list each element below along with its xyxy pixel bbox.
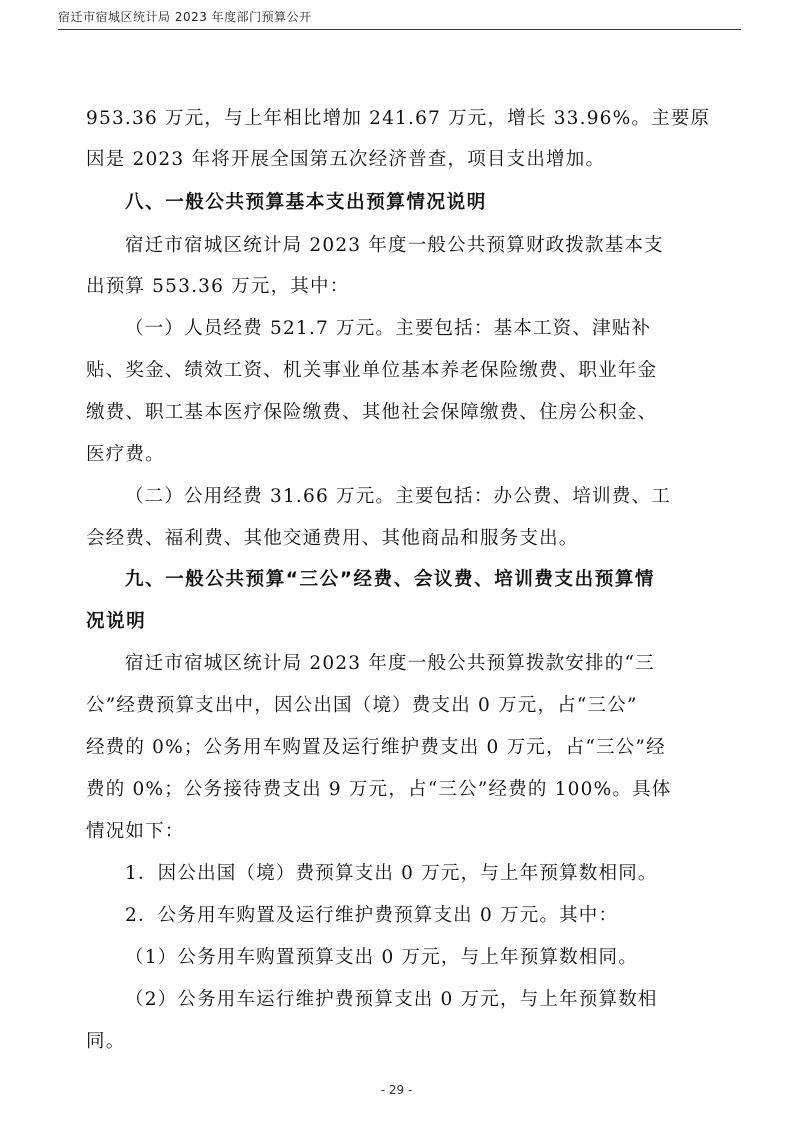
body-line: 2．公务用车购置及运行维护费预算支出 0 万元。其中： (125, 905, 619, 926)
body-line: 公”经费预算支出中，因公出国（境）费支出 0 万元，占“三公” (86, 695, 638, 716)
body-line: 医疗费。 (86, 444, 165, 465)
running-header: 宿迁市宿城区统计局 2023 年度部门预算公开 (58, 10, 312, 24)
body-line: 费的 0%；公务接待费支出 9 万元，占“三公”经费的 100%。具体 (86, 779, 672, 800)
body-line: 出预算 553.36 万元，其中： (86, 276, 350, 297)
body-line: 宿迁市宿城区统计局 2023 年度一般公共预算财政拨款基本支 (125, 235, 664, 256)
body-line: 同。 (86, 1031, 126, 1052)
section-heading-9-cont: 况说明 (86, 611, 147, 632)
section-heading-8: 八、一般公共预算基本支出预算情况说明 (125, 192, 487, 213)
body-line: 会经费、福利费、其他交通费用、其他商品和服务支出。 (86, 528, 579, 549)
body-line: （二）公用经费 31.66 万元。主要包括：办公费、培训费、工 (125, 486, 671, 507)
body-line: 缴费、职工基本医疗保险缴费、其他社会保障缴费、住房公积金、 (86, 402, 658, 423)
body-line: （1）公务用车购置预算支出 0 万元，与上年预算数相同。 (125, 947, 638, 968)
body-line: 情况如下： (86, 821, 185, 842)
body-line: （一）人员经费 521.7 万元。主要包括：基本工资、津贴补 (125, 318, 652, 339)
body-line: 宿迁市宿城区统计局 2023 年度一般公共预算拨款安排的“三 (125, 653, 655, 674)
page-number: - 29 - (380, 1083, 413, 1097)
body-line: 因是 2023 年将开展全国第五次经济普查，项目支出增加。 (86, 149, 606, 170)
header-divider (58, 29, 741, 30)
body-line: 贴、奖金、绩效工资、机关事业单位基本养老保险缴费、职业年金 (86, 360, 658, 381)
body-line: 1．因公出国（境）费预算支出 0 万元，与上年预算数相同。 (125, 863, 658, 884)
body-line: 953.36 万元，与上年相比增加 241.67 万元，增长 33.96%。主要原 (86, 108, 711, 129)
body-line: 经费的 0%；公务用车购置及运行维护费支出 0 万元，占“三公”经 (86, 737, 666, 758)
body-line: （2）公务用车运行维护费预算支出 0 万元，与上年预算数相 (125, 989, 658, 1010)
section-heading-9: 九、一般公共预算“三公”经费、会议费、培训费支出预算情 (125, 569, 656, 590)
